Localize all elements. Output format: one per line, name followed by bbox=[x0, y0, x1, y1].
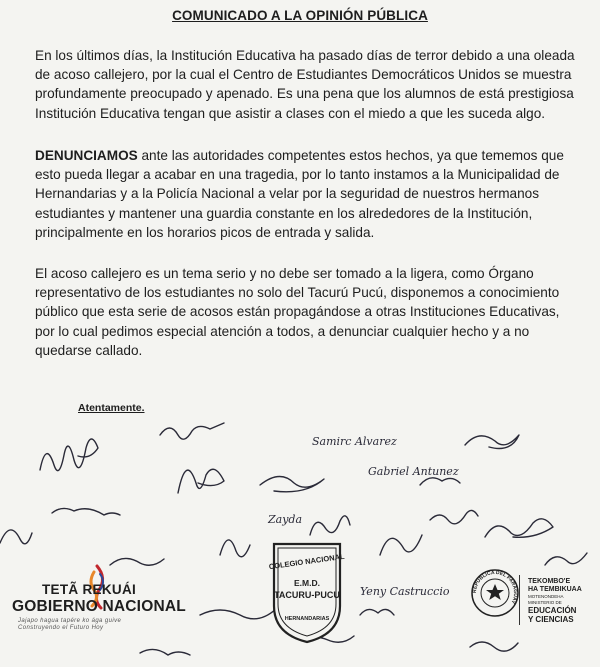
signature-scribble bbox=[380, 535, 422, 555]
ministry-line2: HA TEMBIKUAA bbox=[528, 586, 582, 593]
ministry-line5: EDUCACIÓN bbox=[528, 606, 577, 615]
ministry-line3: MOTENONDEHA bbox=[528, 594, 564, 599]
signature-scribble bbox=[200, 609, 276, 619]
signature-scribble bbox=[52, 508, 120, 515]
seal-bottom-text: HERNANDARIAS bbox=[284, 616, 330, 622]
signature-zayda: Zayda bbox=[268, 513, 303, 526]
government-logo-line1: TETÃ REKUÁI bbox=[42, 582, 137, 597]
signature-samirc-alvarez: Samirc Alvarez bbox=[312, 435, 397, 448]
signature-scribble bbox=[465, 435, 519, 449]
document-title: COMUNICADO A LA OPINIÓN PÚBLICA bbox=[172, 8, 428, 23]
national-seal-ring-text: REPÚBLICA DEL PARAGUAY bbox=[471, 569, 519, 605]
signature-scribble bbox=[360, 609, 394, 615]
signature-scribble bbox=[485, 519, 553, 537]
paragraph-1: En los últimos días, la Institución Educativa ha pasado días de terror debido a una oleada de acoso callejero, por la cual el Centro de Estudiantes Democráticos Unidos se muestra profundamente preocupado y apenado. Es una pena que los alumnos de está prestigiosa Institución Educativa tengan que asistir a clases con el miedo a que les suceda algo. bbox=[35, 48, 575, 121]
seal-emd-text: E.M.D. bbox=[294, 578, 320, 588]
signature-scribble bbox=[310, 516, 350, 535]
paragraph-3: El acoso callejero es un tema serio y no debe ser tomado a la ligera, como Órgano representativo de los estudiantes no solo del Tacurú Pucú, disponemos a conocimiento público que esta serie de acosos están propagándose a otras Instituciones Educativas, por lo cual pedimos especial atención a todos, a denunciar cualquier hecho y a no quedarse callado. bbox=[35, 266, 560, 358]
paragraph-2-body: ante las autoridades competentes estos hechos, ya que tememos que esto pueda llegar a acabar en una tragedia, por lo tanto instamos a la Municipalidad de Hernandarias y a la Policía Nacional a velar por la seguridad de nuestros hermanos estudiantes y mantener una guardia constante en los alrededores de la Institución, principalmente en los horarios picos de entrada y salida. bbox=[35, 148, 564, 240]
government-logo-line2: GOBIERNO NACIONAL bbox=[12, 598, 186, 615]
signature-yeny-castruccio: Yeny Castruccio bbox=[360, 585, 450, 598]
ministry-logo bbox=[528, 578, 600, 624]
signature-scribble bbox=[420, 478, 460, 485]
government-tagline bbox=[18, 618, 168, 632]
signature-scribble bbox=[140, 649, 190, 655]
national-seal-logo bbox=[470, 568, 520, 618]
school-seal-logo bbox=[268, 540, 346, 644]
signature-gabriel-antunez: Gabriel Antunez bbox=[368, 465, 459, 478]
government-tagline-guarani: Jajapo hagua tapére ko ága guive bbox=[18, 618, 122, 624]
paragraph-2-lead: DENUNCIAMOS bbox=[35, 148, 138, 163]
signature-scribble bbox=[260, 476, 324, 491]
signature-scribble bbox=[220, 540, 250, 557]
ministry-line6: Y CIENCIAS bbox=[528, 615, 574, 624]
signature-scribble bbox=[178, 469, 224, 493]
logo-divider bbox=[519, 575, 520, 625]
signature-scribble bbox=[40, 439, 98, 471]
signature-scribble bbox=[430, 510, 478, 523]
ministry-line4: MINISTERIO DE bbox=[528, 600, 562, 605]
paragraph-2 bbox=[35, 146, 575, 242]
signature-scribble bbox=[545, 553, 587, 565]
signature-scribble bbox=[470, 642, 518, 651]
seal-top-text: COLEGIO NACIONAL bbox=[268, 551, 346, 572]
government-tagline-spanish: Construyendo el Futuro Hoy bbox=[18, 625, 104, 631]
closing-line: Atentamente. bbox=[78, 402, 145, 414]
seal-name-text: TACURU-PUCU bbox=[274, 590, 340, 600]
ministry-line1: TEKOMBO'E bbox=[528, 578, 571, 585]
signature-scribble bbox=[0, 530, 32, 544]
signature-scribble bbox=[160, 423, 224, 439]
